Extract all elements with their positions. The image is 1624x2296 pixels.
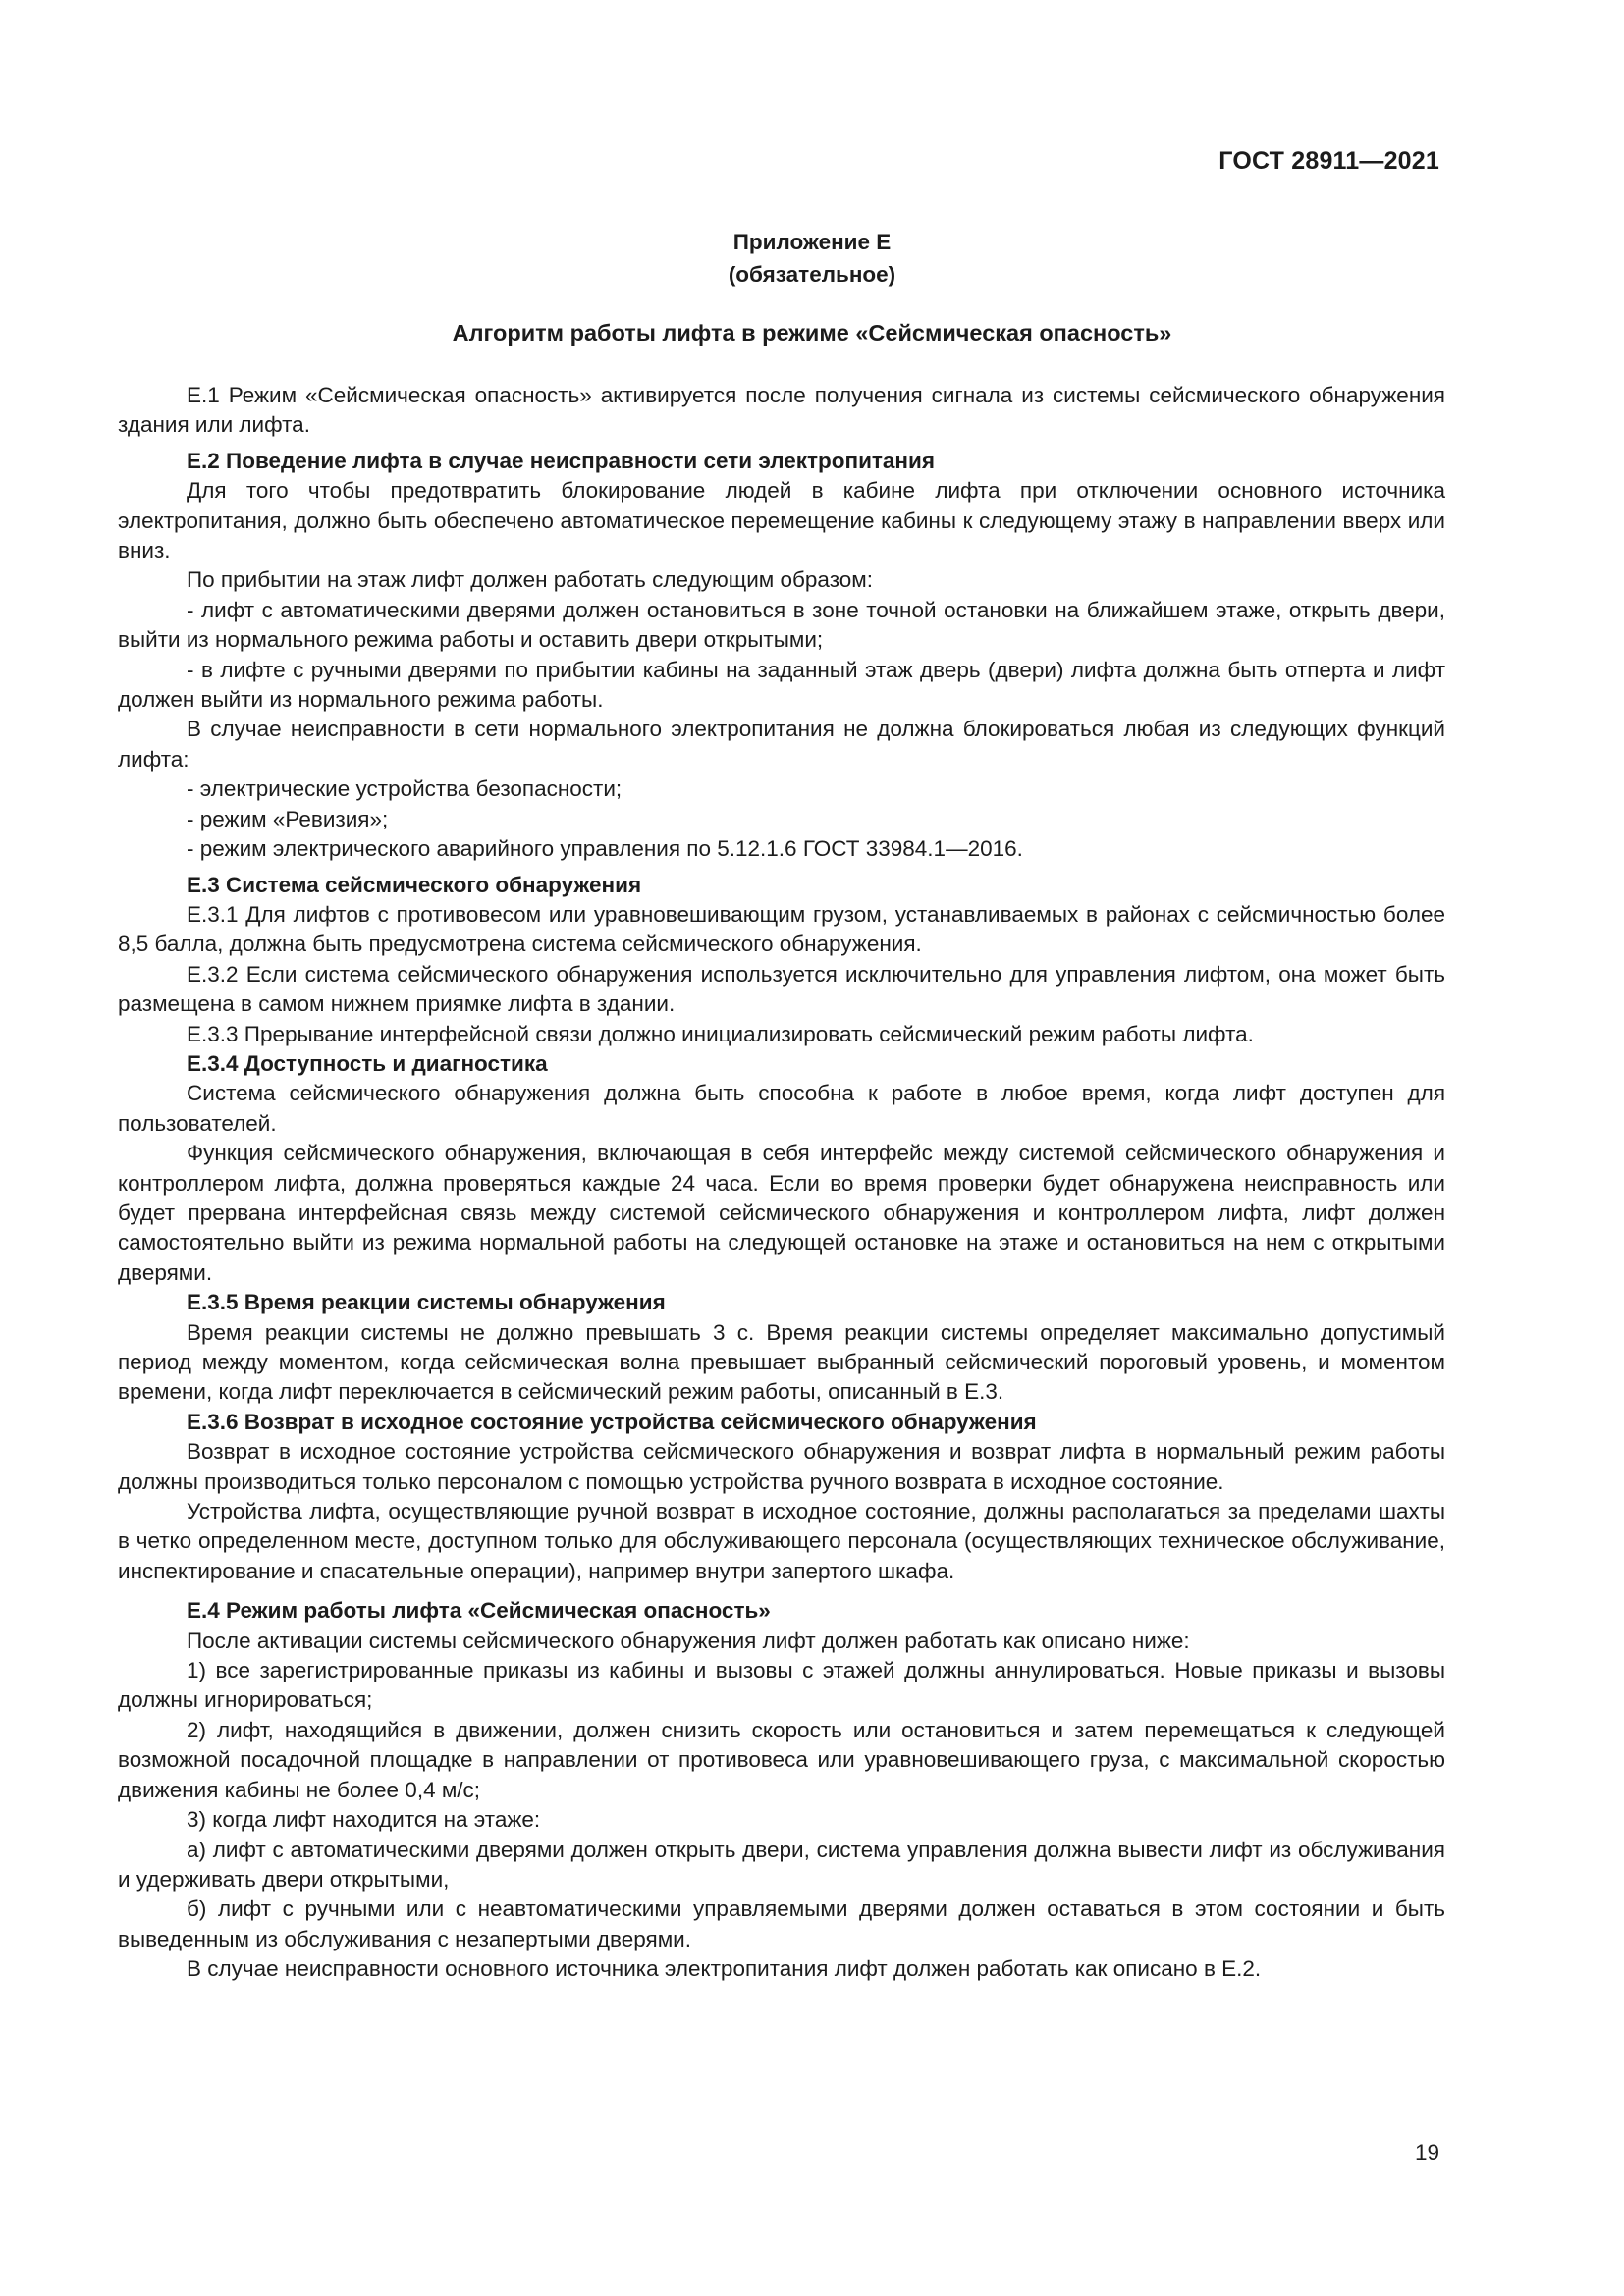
list-item: а) лифт с автоматическими дверями должен открыть двери, система управления должна вывести лифт из обслуживания и удерживать двери открытыми, (118, 1837, 1445, 1892)
subsection-heading: Е.3.4 Доступность и диагностика (187, 1050, 548, 1076)
annex-status: (обязательное) (728, 262, 896, 287)
paragraph: По прибытии на этаж лифт должен работать следующим образом: (187, 567, 873, 593)
paragraph: В случае неисправности основного источника электропитания лифт должен работать как описано в Е.2. (187, 1956, 1262, 1982)
paragraph: Устройства лифта, осуществляющие ручной возврат в исходное состояние, должны располагаться за пределами шахты в четко определенном месте, доступном только для обслуживающего персонала (осуществляющих техническое обслуживание, инспектирование и спасательные операции), например внутри запертого шкафа. (118, 1499, 1445, 1583)
section-heading: Е.2 Поведение лифта в случае неисправности сети электропитания (187, 448, 935, 473)
section-heading: Е.4 Режим работы лифта «Сейсмическая опасность» (187, 1598, 771, 1624)
paragraph: Функция сейсмического обнаружения, включающая в себя интерфейс между системой сейсмического обнаружения и контроллером лифта, должна проверяться каждые 24 часа. Если во время проверки будет обнаружена неисправность или будет прервана интерфейсная связь между системой сейсмического обнаружения и контроллером лифта, лифт должен самостоятельно выйти из режима нормальной работы на следующей остановке на этаже и остановиться на нем с открытыми дверями. (118, 1141, 1445, 1285)
annex-title-block (0, 226, 1624, 291)
paragraph: Система сейсмического обнаружения должна быть способна к работе в любое время, когда лифт доступен для пользователей. (118, 1081, 1445, 1136)
list-item: 2) лифт, находящийся в движении, должен снизить скорость или остановиться и затем перемещаться к следующей возможной посадочной площадке в направлении от противовеса или уравновешивающего груза, с максимальной скоростью движения кабины не более 0,4 м/с; (118, 1717, 1445, 1802)
list-item: - электрические устройства безопасности; (187, 776, 623, 802)
standard-number: ГОСТ 28911—2021 (1218, 147, 1439, 175)
list-item: - режим «Ревизия»; (187, 806, 389, 831)
paragraph: Для того чтобы предотвратить блокирование людей в кабине лифта при отключении основного источника электропитания, должно быть обеспечено автоматическое перемещение кабины к следующему этажу в направлении вверх или вниз. (118, 478, 1445, 563)
page-number: 19 (1414, 2140, 1439, 2164)
annex-title: Приложение Е (732, 230, 892, 254)
section-heading: Е.3 Система сейсмического обнаружения (187, 872, 642, 897)
list-item: - режим электрического аварийного управления по 5.12.1.6 ГОСТ 33984.1—2016. (187, 836, 1023, 862)
annex-heading: Алгоритм работы лифта в режиме «Сейсмическая опасность» (452, 320, 1172, 346)
paragraph: После активации системы сейсмического обнаружения лифт должен работать как описано ниже: (187, 1628, 1190, 1653)
paragraph: В случае неисправности в сети нормального электропитания не должна блокироваться любая из следующих функций лифта: (118, 717, 1445, 772)
paragraph: Возврат в исходное состояние устройства сейсмического обнаружения и возврат лифта в нормальный режим работы должны производиться только персоналом с помощью устройства ручного возврата в исходное состояние. (118, 1439, 1445, 1494)
paragraph: Е.1 Режим «Сейсмическая опасность» активируется после получения сигнала из системы сейсмического обнаружения здания или лифта. (118, 383, 1445, 438)
annex-body (118, 381, 1445, 1985)
list-item: б) лифт с ручными или с неавтоматическими управляемыми дверями должен оставаться в этом состоянии и быть выведенным из обслуживания с незапертыми дверями. (118, 1896, 1445, 1951)
list-item: - в лифте с ручными дверями по прибытии кабины на заданный этаж дверь (двери) лифта должна быть отперта и лифт должен выйти из нормального режима работы. (118, 657, 1445, 713)
paragraph: Е.3.3 Прерывание интерфейсной связи должно инициализировать сейсмический режим работы лифта. (187, 1021, 1254, 1046)
list-item: 3) когда лифт находится на этаже: (187, 1807, 541, 1833)
subsection-heading: Е.3.6 Возврат в исходное состояние устройства сейсмического обнаружения (187, 1409, 1037, 1434)
subsection-heading: Е.3.5 Время реакции системы обнаружения (187, 1290, 666, 1315)
paragraph: Е.3.1 Для лифтов с противовесом или уравновешивающим грузом, устанавливаемых в районах с сейсмичностью более 8,5 балла, должна быть предусмотрена система сейсмического обнаружения. (118, 901, 1445, 957)
list-item: 1) все зарегистрированные приказы из кабины и вызовы с этажей должны аннулироваться. Новые приказы и вызовы должны игнорироваться; (118, 1658, 1445, 1713)
list-item: - лифт с автоматическими дверями должен остановиться в зоне точной остановки на ближайшем этаже, открыть двери, выйти из нормального режима работы и оставить двери открытыми; (118, 597, 1445, 653)
paragraph: Время реакции системы не должно превышать 3 с. Время реакции системы определяет максимально допустимый период между моментом, когда сейсмическая волна превышает выбранный сейсмический пороговый уровень, и моментом времени, когда лифт переключается в сейсмический режим работы, описанный в Е.3. (118, 1319, 1445, 1405)
paragraph: Е.3.2 Если система сейсмического обнаружения используется исключительно для управления лифтом, она может быть размещена в самом нижнем приямке лифта в здании. (118, 961, 1445, 1017)
